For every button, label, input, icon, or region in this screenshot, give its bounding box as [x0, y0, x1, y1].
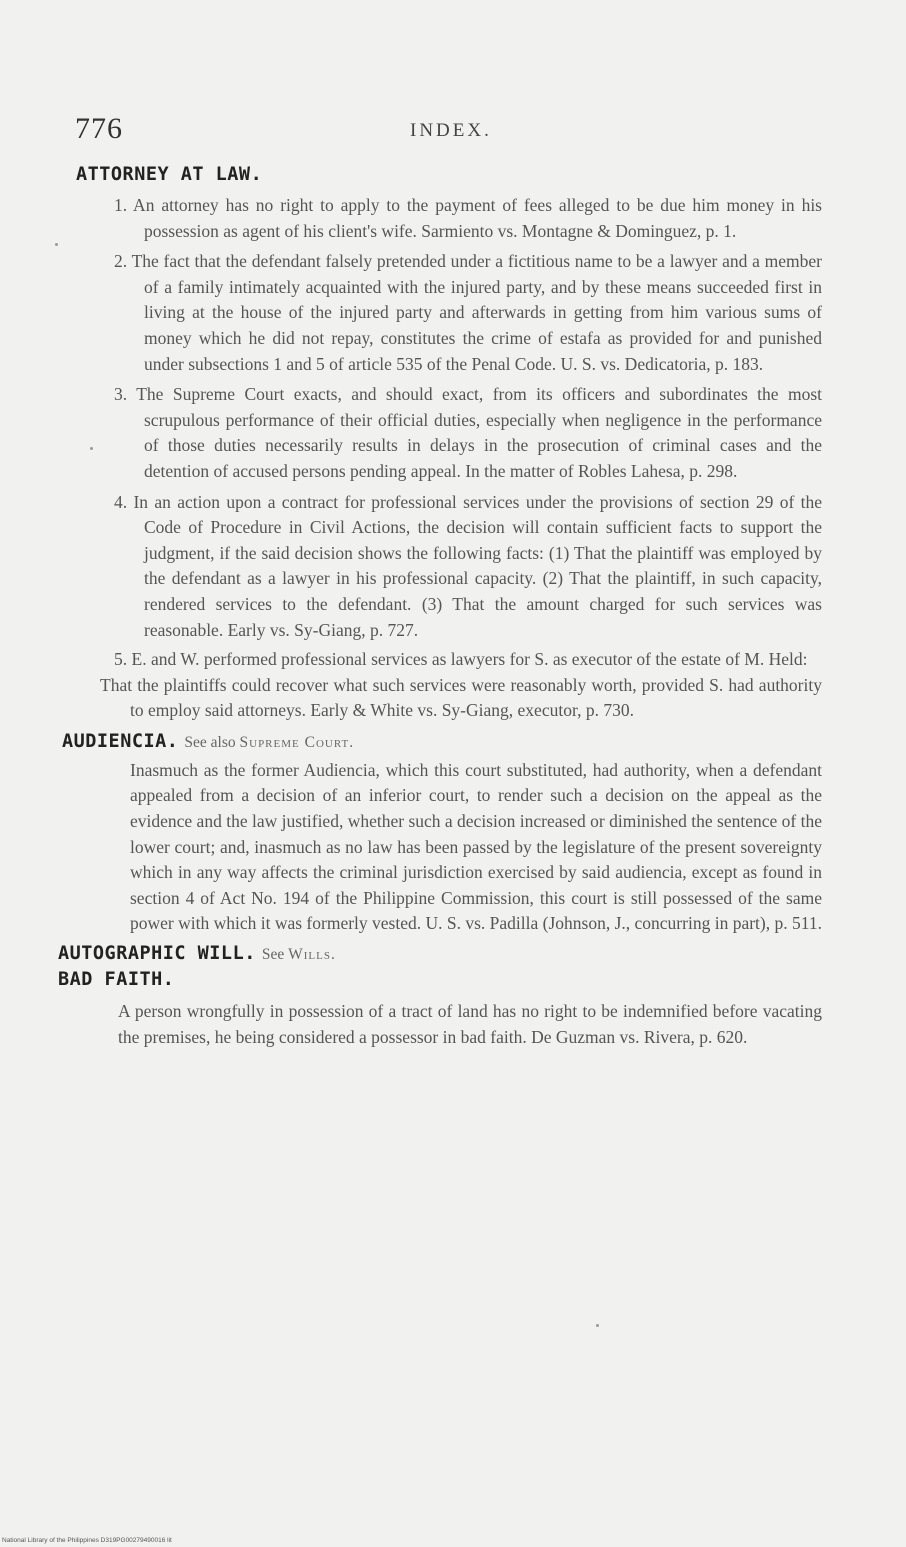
entry-attorney-2: 2. The fact that the defendant falsely pretended under a fictitious name to be a lawyer and a member of a family intimately acquainted with the injured party, and by these means succeeded first in living at the house of the injured party and afterwards in getting from him various sums of money which he did not repay, constitutes the crime of estafa as provided for and punished under subsections 1 and 5 of article 535 of the Penal Code. U. S. vs. Dedicatoria, p. 183. — [114, 251, 822, 374]
see-also-reference — [184, 734, 354, 751]
heading-text: AUTOGRAPHIC WILL. — [58, 943, 256, 965]
entry-attorney-5: 5. E. and W. performed professional services as lawyers for S. as executor of the estate of M. Held: — [114, 649, 808, 670]
paragraph-audiencia: Inasmuch as the former Audiencia, which this court substituted, had authority, when a defendant appealed from a decision of an inferior court, to render such a decision on the appeal as the evidence and the law justified, whether such a decision increased or diminished the sentence of the lower court; and, inasmuch as no law has been passed by the legislature of the present sovereignty which in any way affects the criminal jurisdiction exercised by said audiencia, except as found in section 4 of Act No. 194 of the Philippine Commission, this court is still possessed of the same power with which it was formerly vested. U. S. vs. Padilla (Johnson, J., concurring in part), p. 511. — [130, 759, 822, 934]
speck-mark — [90, 447, 93, 450]
running-title: INDEX. — [410, 120, 492, 141]
entry-attorney-3: 3. The Supreme Court exacts, and should exact, from its officers and subordinates the most scrupulous performance of their official duties, especially when negligence in the performance of those duties necessarily results in delays in the prosecution of criminal cases and the detention of accused persons pending appeal. In the matter of Robles Lahesa, p. 298. — [114, 384, 822, 481]
see-also-prefix: See also — [184, 733, 236, 751]
index-content — [58, 164, 822, 1050]
heading-audiencia — [62, 731, 822, 752]
speck-mark — [55, 243, 58, 246]
library-footer: National Library of the Philippines D319PG00279490016 lit — [2, 1537, 172, 1544]
heading-text: AUDIENCIA. — [62, 730, 179, 752]
see-target[interactable]: Wills. — [288, 946, 336, 964]
heading-attorney-at-law — [76, 164, 822, 185]
entry-attorney-5-held: That the plaintiffs could recover what such services were reasonably worth, provided S. had authority to employ said attorneys. Early & White vs. Sy-Giang, executor, p. 730. — [100, 674, 822, 721]
heading-bad-faith — [58, 969, 822, 990]
see-also-target[interactable]: Supreme Court. — [239, 733, 355, 751]
heading-text: BAD FAITH. — [58, 969, 175, 991]
running-head — [75, 112, 845, 148]
see-reference — [262, 946, 336, 963]
entry-attorney-4: 4. In an action upon a contract for professional services under the provisions of section 29 of the Code of Procedure in Civil Actions, the decision will contain sufficient facts to support the judgment, if the said decision shows the following facts: (1) That the plaintiff was employed by the defendant as a lawyer in his professional capacity. (2) That the plaintiff, in such capacity, rendered services to the defendant. (3) That the amount charged for such services was reasonable. Early vs. Sy-Giang, p. 727. — [114, 491, 822, 640]
heading-autographic-will — [58, 943, 822, 964]
page-number: 776 — [75, 112, 123, 145]
paragraph-bad-faith: A person wrongfully in possession of a tract of land has no right to be indemnified before vacating the premises, he being considered a possessor in bad faith. De Guzman vs. Rivera, p. 620. — [118, 1001, 822, 1047]
speck-mark — [596, 1324, 599, 1327]
heading-text: ATTORNEY AT LAW. — [76, 164, 263, 185]
see-prefix: See — [261, 946, 285, 964]
entry-attorney-1: 1. An attorney has no right to apply to the payment of fees alleged to be due him money in his possession as agent of his client's wife. Sarmiento vs. Montagne & Dominguez, p. 1. — [114, 195, 822, 241]
